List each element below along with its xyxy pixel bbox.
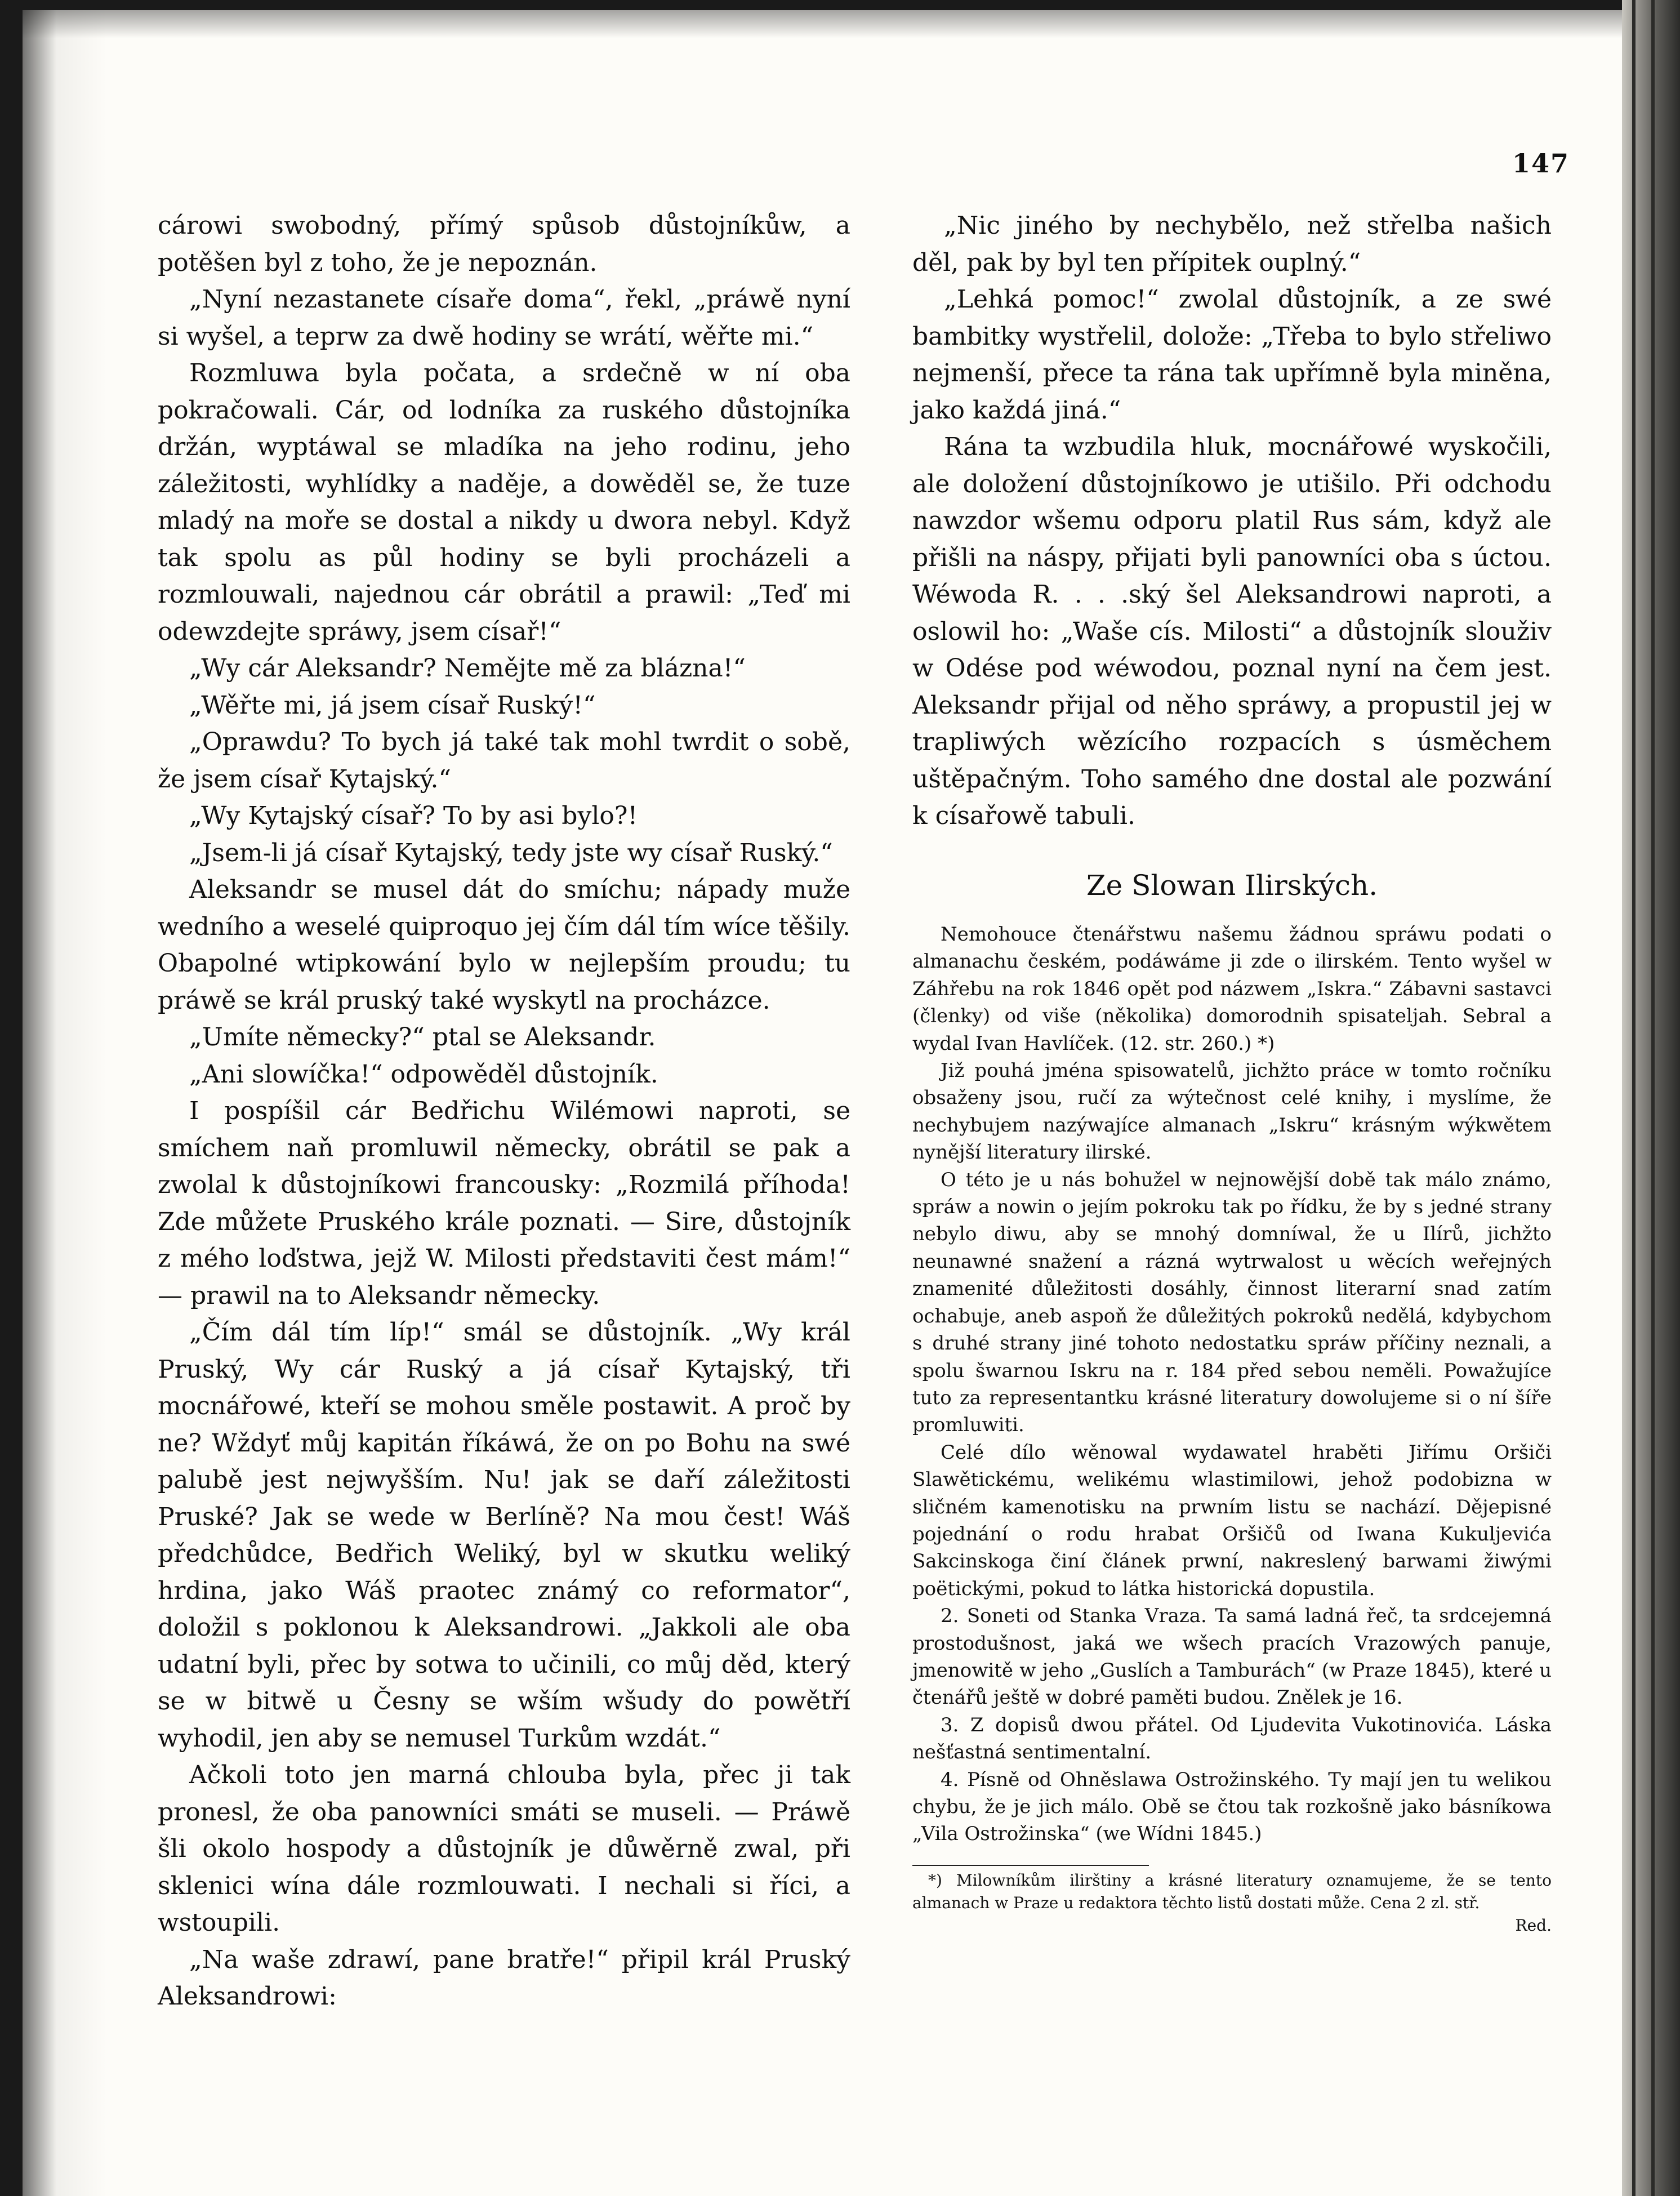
paragraph: 3. Z dopisů dwou přátel. Od Ljudevita Vukotinovića. Láska nešťastná sentimentalní.: [912, 1713, 1552, 1764]
paragraph: O této je u nás bohužel w nejnowější době tak málo známo, spráw a nowin o jejím pokroku tak po řídku, že by s jedné strany nebylo diwu, aby se mnohý domníwal, že u Ilírů, jichžto neunawné snažení a rázná wytrwalost u wěcích weřejných znamenité důležitosti dosáhly, činnost literarní snad zatím ochabuje, aneb aspoň že důležitých pokroků nedělá, kdybychom s druhé strany jiné tohoto nedostatku spráw příčiny neznali, a spolu šwarnou Iskru na r. 184 před sebou neměli. Powažujíce tuto za representantku krásné literatury dowolujeme si o ní šíře promluwiti.: [912, 1168, 1552, 1437]
paragraph: „Wěřte mi, já jsem císař Ruský!“: [189, 691, 596, 720]
page-number: 147: [1512, 148, 1570, 179]
spine-line: [1651, 0, 1655, 2196]
paragraph: „Lehká pomoc!“ zwolal důstojník, a ze swé bambitky wystřelil, dolože: „Třeba to bylo střeliwo nejmenší, přece ta rána tak upřímně byla miněna, jako každá jiná.“: [912, 285, 1552, 425]
top-edge-shadow: [23, 10, 1622, 38]
paragraph: Již pouhá jména spisowatelů, jichžto práce w tomto ročníku obsaženy jsou, ručí za wýtečnost celé knihy, i myslíme, že nechybujem nazýwajíce almanach „Iskru“ krásným wýkwětem nynější literatury ilirské.: [912, 1059, 1552, 1164]
spine-line: [1632, 0, 1636, 2196]
section-title: Ze Slowan Ilirských.: [1086, 868, 1378, 902]
paragraph: „Ani slowíčka!“ odpowěděl důstojník.: [189, 1059, 658, 1089]
paragraph: Rána ta wzbudila hluk, mocnářowé wyskočili, ale doložení důstojníkowo je utišilo. Při odchodu nawzdor wšemu odporu platil Rus sám, když ale přišli na náspy, přijati byli panowníci oba s úctou. Wéwoda R. . . .ský šel Aleksandrowi naproti, a oslowil ho: „Waše cís. Milosti“ a důstojník slouživ w Odése pod wéwodou, poznal nyní na čem jest. Aleksandr přijal od něho spráwy, a propustil jej w trapliwých wězícího rozpacích s úsměchem uštěpačným. Toho samého dne dostal ale pozwání k císařowě tabuli.: [912, 433, 1552, 830]
paragraph: „Čím dál tím líp!“ smál se důstojník. „Wy král Pruský, Wy cár Ruský a já císař Kytajský, tři mocnářowé, kteří se mohou směle postawit. A proč by ne? Wždyť můj kapitán říkáwá, že on po Bohu na swé palubě jest nejwyšším. Nu! jak se daří záležitosti Pruské? Jak se wede w Berlíně? Na mou čest! Wáš předchůdce, Bedřich Weliký, byl w skutku weliký hrdina, jako Wáš praotec známý co reformator“, doložil s poklonou k Aleksandrowi. „Jakkoli ale oba udatní byli, přec by sotwa to učinili, co můj děd, který se w bitwě u Česny se wším wšudy do powětří wyhodil, jen aby se nemusel Turkům wzdát.“: [158, 1318, 850, 1753]
paragraph: Ačkoli toto jen marná chlouba byla, přec ji tak pronesl, že oba panowníci smáti se museli. — Práwě šli okolo hospody a důstojník je důwěrně zwal, při sklenici wína dále rozmlouwati. I nechali si říci, a wstoupili.: [158, 1761, 850, 1937]
intro-paragraph: Nemohouce čtenářstwu našemu žádnou spráwu podati o almanachu českém, podáwáme ji zde o ilirském. Tento wyšel w Záhřebu na rok 1846 opět pod názwem „Iskra.“ Zábavni sastavci (členky) od više (několika) domorodnih spisateljah. Sebral a wydal Ivan Havlíček. (12. str. 260.) *): [912, 923, 1552, 1055]
paragraph: „Wy cár Aleksandr? Nemějte mě za blázna!“: [189, 654, 746, 683]
book-page: [23, 10, 1622, 2196]
right-column: [912, 207, 1552, 1937]
footnote-rule: [912, 1865, 1149, 1866]
paragraph: „Nyní nezastanete císaře doma“, řekl, „práwě nyní si wyšel, a teprw za dwě hodiny se wrátí, wěřte mi.“: [158, 285, 850, 351]
left-column: [158, 207, 850, 2015]
paragraph: Rozmluwa byla počata, a srdečně w ní oba pokračowali. Cár, od lodníka za ruského důstojníka držán, wyptáwal se mladíka na jeho rodinu, jeho záležitosti, wyhlídky a naděje, a dowěděl se, že tuze mladý na moře se dostal a nikdy u dwora nebyl. Když tak spolu as půl hodiny se byli procházeli a rozmlouwali, najednou cár obrátil a prawil: „Teď mi odewzdejte spráwy, jsem císař!“: [158, 359, 850, 646]
footnote-signature: Red.: [1515, 1916, 1552, 1935]
paragraph: Celé dílo wěnowal wydawatel hraběti Jiřímu Oršiči Slawětickému, welikému wlastimilowi, jehož podobizna w sličném kamenotisku na prwním listu se nachází. Dějepisné pojednání o rodu hrabat Oršičů od Iwana Kukuljevića Sakcinskoga činí článek prwní, nakreslený barwami žiwými poëtickými, pokud to látka historická dopustila.: [912, 1441, 1552, 1600]
article-body: [912, 921, 1552, 1848]
paragraph: I pospíšil cár Bedřichu Wilémowi naproti, se smíchem naň promluwil německy, obrátil se pak a zwolal k důstojníkowi francousky: „Rozmilá příhoda! Zde můžete Pruského krále poznati. — Sire, důstojník z mého loďstwa, jejž W. Milosti představiti čest mám!“ — prawil na to Aleksandr německy.: [158, 1097, 850, 1310]
footnote: [912, 1865, 1552, 1937]
paragraph: 4. Písně od Ohněslawa Ostrožinského. Ty mají jen tu welikou chybu, že je jich málo. Obě se čtou tak rozkošně jako básníkowa „Vila Ostrožinska“ (we Wídni 1845.): [912, 1768, 1552, 1846]
book-spine-edge: [1622, 0, 1680, 2196]
footnote-text: *) Milowníkům ilirštiny a krásné literatury oznamujeme, že se tento almanach w Praze u redaktora těchto listů dostati může. Cena 2 zl. stř.: [912, 1870, 1552, 1912]
paragraph: „Jsem-li já císař Kytajský, tedy jste wy císař Ruský.“: [189, 838, 833, 867]
paragraph: „Na waše zdrawí, pane bratře!“ připil král Pruský Aleksandrowi:: [158, 1945, 850, 2011]
paragraph: Aleksandr se musel dát do smíchu; nápady muže wedního a weselé quiproquo jej čím dál tím wíce těšily. Obapolné wtipkowání bylo w nejlepším proudu; tu práwě se král pruský také wyskytl na procházce.: [158, 875, 850, 1015]
paragraph: „Wy Kytajský císař? To by asi bylo?!: [189, 801, 638, 830]
gutter-shadow: [23, 10, 107, 2196]
footnote-signature-row: [912, 1914, 1552, 1937]
paragraph: 2. Soneti od Stanka Vraza. Ta samá ladná řeč, ta srdcejemná prostodušnost, jaká we wšech pracích Vrazowých panuje, jmenowitě w jeho „Guslích a Tamburách“ (w Praze 1845), které u čtenářů ještě w dobré paměti budou. Znělek je 16.: [912, 1605, 1552, 1709]
paragraph: „Umíte německy?“ ptal se Aleksandr.: [189, 1023, 656, 1052]
paragraph: „Nic jiného by nechybělo, než střelba našich děl, pak by byl ten přípitek ouplný.“: [912, 211, 1552, 277]
paragraph: „Oprawdu? To bych já také tak mohl twrdit o sobě, že jsem císař Kytajský.“: [158, 728, 850, 794]
paragraph: cárowi swobodný, přímý spůsob důstojníkůw, a potěšen byl z toho, že je nepoznán.: [158, 211, 850, 277]
